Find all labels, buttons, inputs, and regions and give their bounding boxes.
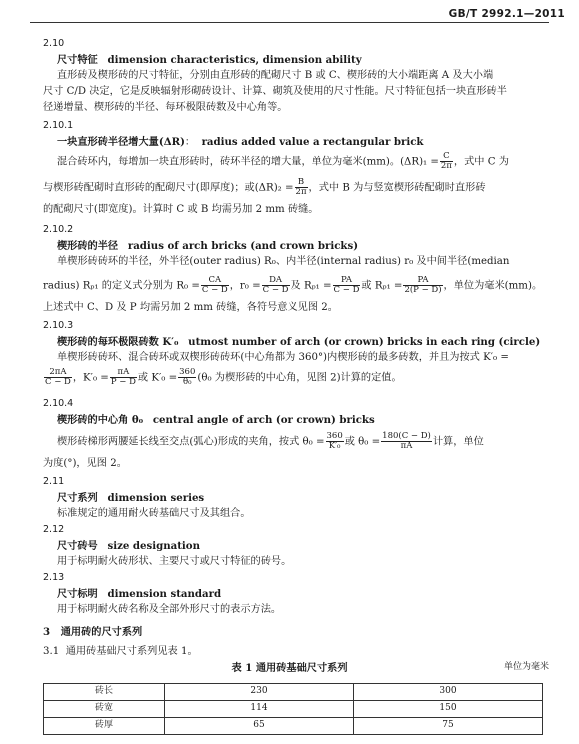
term-en: dimension characteristics, dimension ability: [107, 54, 362, 66]
section-number: 3: [43, 626, 51, 638]
table-cell: 300: [354, 684, 543, 701]
fraction: [110, 368, 137, 387]
term-en: dimension standard: [107, 588, 222, 600]
denominator: C − D: [262, 284, 289, 295]
numerator: 180(C − D): [382, 431, 431, 441]
denominator: P − D: [110, 376, 136, 387]
text: ，式中 C 为: [453, 156, 509, 168]
table-cell: 114: [165, 701, 354, 718]
term-heading: [57, 240, 358, 254]
denominator: πA: [400, 440, 413, 451]
denominator: K′₀: [328, 440, 341, 451]
term-en: utmost number of arch (or crown) bricks in each ring (circle): [188, 336, 541, 348]
term-en: central angle of arch (or crown) bricks: [152, 414, 375, 426]
denominator: θ₀: [182, 376, 192, 387]
dimension-table: [43, 683, 543, 735]
term-cn: 尺寸砖号: [57, 540, 98, 552]
term-heading: [57, 540, 200, 554]
paragraph-line: [57, 432, 484, 451]
term-cn: 尺寸标明: [57, 588, 98, 600]
paragraph-line: 单楔形砖砖环的半径，外半径(outer radius) R₀、内半径(internal radius) r₀ 及中间半径(median: [57, 256, 510, 267]
document-number: GB/T 2992.1—2011: [448, 8, 565, 20]
term-cn: 楔形砖的中心角 θ₀: [57, 414, 144, 426]
section-number: 2.10.1: [43, 120, 74, 131]
paragraph-line: 上述式中 C、D 及 P 均需另加 2 mm 砖缝，各符号意义见图 2。: [43, 302, 338, 313]
paragraph-line: 径递增量、楔形砖的半径、每环极限砖数及中心角等。: [43, 102, 288, 113]
denominator: 2π: [440, 160, 452, 171]
table-cell: 75: [354, 718, 543, 735]
numerator: DA: [262, 276, 290, 286]
paragraph-line: 尺寸 C/D 决定，它是反映辐射形砌砖设计、计算、砌筑及使用的尺寸性能。尺寸特征包括一块直形砖半: [43, 86, 507, 97]
term-cn: 楔形砖的半径: [57, 240, 119, 252]
numerator: CA: [201, 276, 229, 286]
paragraph-line: [43, 276, 542, 295]
paragraph-line: 直形砖及楔形砖的尺寸特征，分别由直形砖的配砌尺寸 B 或 C、楔形砖的大小端距离 A 及大小端: [57, 70, 494, 81]
text: 及 Rₚ₁ =: [290, 280, 332, 292]
row-label: 砖长: [44, 684, 165, 701]
fraction: [295, 178, 308, 197]
text: 或 θ₀ =: [344, 436, 381, 448]
paragraph-line: [43, 368, 402, 387]
term-heading: [57, 588, 221, 602]
fraction: [333, 276, 361, 295]
row-label: 砖厚: [44, 718, 165, 735]
numerator: PA: [333, 276, 361, 286]
fraction: [381, 432, 432, 451]
paragraph-line: 用于标明耐火砖名称及全部外形尺寸的表示方法。: [57, 604, 282, 615]
numerator: 360: [179, 367, 196, 377]
term-en: radius of arch bricks (and crown bricks): [127, 240, 359, 252]
table-row: [44, 718, 543, 735]
table-row: [44, 684, 543, 701]
section-number: 3.1: [43, 646, 60, 657]
text: 混合砖环内，每增加一块直形砖时，砖环半径的增大量，单位为毫米(mm)。(ΔR)₁ =: [57, 156, 439, 168]
term-heading: [57, 492, 204, 506]
text: 或 Rₚ₁ =: [361, 280, 403, 292]
denominator: 2(P − D): [404, 284, 442, 295]
section-number: 2.10.4: [43, 398, 74, 409]
paragraph-line: [57, 152, 509, 171]
paragraph-line: 标准规定的通用耐火砖基础尺寸及其组合。: [57, 508, 251, 519]
numerator: B: [295, 178, 308, 188]
fraction: [44, 368, 72, 387]
numerator: πA: [110, 368, 137, 378]
row-label: 砖宽: [44, 701, 165, 718]
fraction: [326, 432, 344, 451]
term-cn: 尺寸系列: [57, 492, 98, 504]
term-en: radius added value a rectangular brick: [201, 136, 424, 148]
header-rule: [30, 22, 549, 23]
text: ，K′₀ =: [72, 372, 109, 384]
paragraph-line: 用于标明耐火砖形状、主要尺寸或尺寸特征的砖号。: [57, 556, 292, 567]
term-heading: 一块直形砖半径增大量(ΔR)： radius added value a rectangular brick: [57, 136, 424, 148]
section-number: 2.10.2: [43, 224, 74, 235]
table-title: 表 1 通用砖基础尺寸系列: [231, 662, 348, 674]
fraction: [262, 276, 290, 295]
text: ，r₀ =: [229, 280, 261, 292]
denominator: 2π: [295, 186, 307, 197]
term-en: size designation: [107, 540, 201, 552]
paragraph-line: 的配砌尺寸(即宽度)。计算时 C 或 B 均需另加 2 mm 砖缝。: [43, 204, 319, 215]
numerator: 2πA: [44, 368, 72, 378]
denominator: C − D: [201, 284, 228, 295]
fraction: [403, 276, 442, 295]
text: 通用砖基础尺寸系列见表 1。: [65, 646, 198, 657]
text: 与楔形砖配砌时直形砖的配砌尺寸(即厚度)；或(ΔR)₂ =: [43, 182, 294, 194]
term-cn: 楔形砖的每环极限砖数 K′₀: [57, 336, 179, 348]
paragraph-line: 为度(°)，见图 2。: [43, 458, 127, 469]
term-heading: [57, 54, 362, 68]
fraction: [440, 152, 453, 171]
section-number: 2.12: [43, 524, 65, 535]
section-number: 2.13: [43, 572, 65, 583]
text: 楔形砖梯形两腰延长线至交点(弧心)形成的夹角，按式 θ₀ =: [57, 436, 325, 448]
term-cn: 一块直形砖半径增大量(ΔR): [57, 136, 185, 148]
paragraph-line: [43, 646, 198, 659]
section-number: 2.10.3: [43, 320, 74, 331]
fraction: [201, 276, 229, 295]
paragraph-line: 单楔形砖砖环、混合砖环或双楔形砖砖环(中心角都为 360°)内楔形砖的最多砖数，并且为按式 K′₀ =: [57, 352, 509, 363]
table-row: [44, 701, 543, 718]
table-unit: 单位为毫米: [503, 662, 549, 672]
text: 计算，单位: [432, 436, 484, 448]
term-heading: [57, 414, 375, 428]
term-cn: 尺寸特征: [57, 54, 98, 66]
numerator: 360: [326, 431, 343, 441]
table-cell: 230: [165, 684, 354, 701]
text: radius) Rₚ₁ 的定义式分别为 R₀ =: [43, 280, 200, 292]
section-number: 2.11: [43, 476, 65, 487]
numerator: PA: [403, 276, 442, 286]
text: 或 K′₀ =: [137, 372, 178, 384]
section-number: 2.10: [43, 38, 65, 49]
table-cell: 65: [165, 718, 354, 735]
term-heading: [57, 336, 540, 350]
text: ，单位为毫米(mm)。: [443, 280, 543, 292]
numerator: C: [440, 152, 453, 162]
text: (θ₀ 为楔形砖的中心角，见图 2)计算的定值。: [197, 372, 402, 384]
paragraph-line: [43, 178, 486, 197]
fraction: [178, 368, 196, 387]
section-title: 通用砖的尺寸系列: [60, 626, 143, 638]
denominator: C − D: [45, 376, 71, 387]
text: ，式中 B 为与竖宽楔形砖配砌时直形砖: [308, 182, 486, 194]
section-heading: [43, 626, 142, 639]
term-en: dimension series: [107, 492, 205, 504]
table-cell: 150: [354, 701, 543, 718]
denominator: C − D: [333, 284, 360, 295]
